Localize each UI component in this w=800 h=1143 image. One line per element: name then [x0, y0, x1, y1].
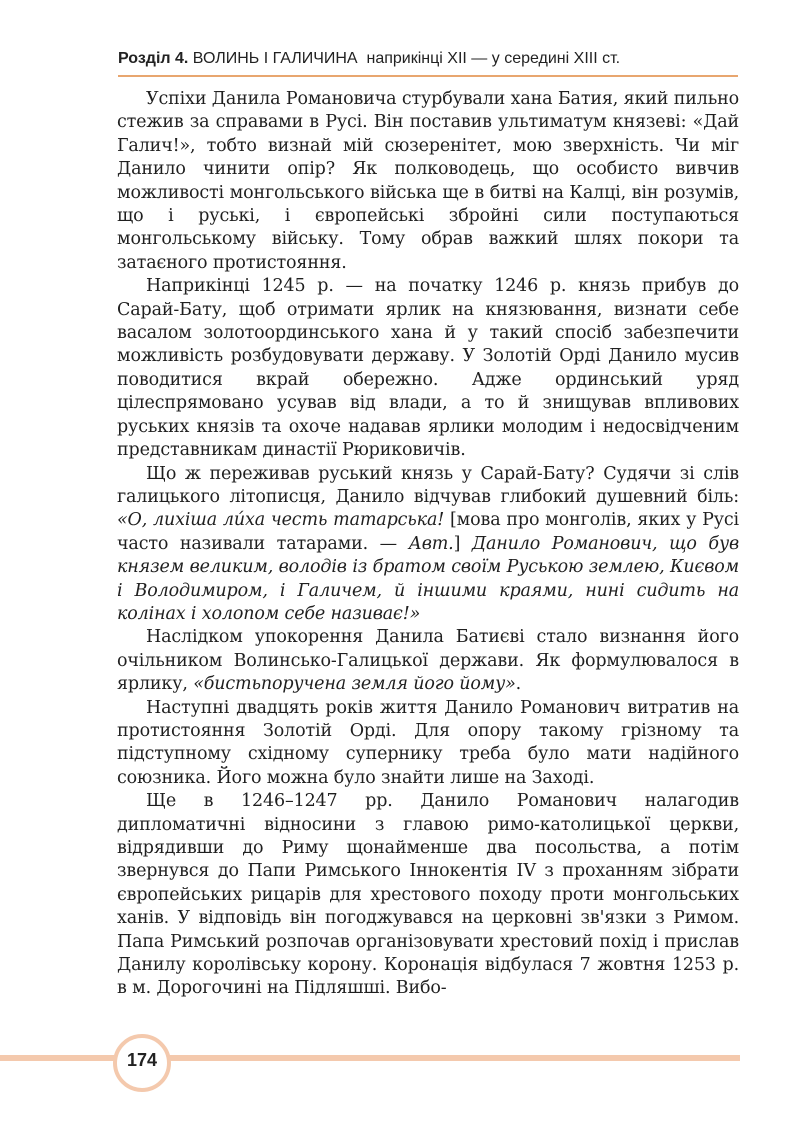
section-title: ВОЛИНЬ І ГАЛИЧИНА [192, 50, 358, 67]
text-run: Наслідком упокорення Данила Батиєві стало визнання його очільником Волинсько-Галицької держави. Як формулювалося в ярлику, [117, 627, 739, 695]
paragraph [117, 88, 739, 275]
italic-quote: Данило Романович, що був князем великим, володів із братом своїм Руською землею, Києвом і Володимиром, і Галичем, й іншими краями, нині сидить на колінах і холопом себе називає!» [117, 533, 739, 624]
section-label: Розділ 4. [118, 50, 189, 67]
text-run: Що ж переживав руський князь у Сарай-Бату? Судячи зі слів галицького літописця, Данило відчував глибокий душевний біль: [117, 463, 739, 507]
text-run: Успіхи Данила Романовича стурбували хана Батия, який пильно стежив за справами в Русі. Він поставив ультиматум князеві: «Дай Галич!», тобто визнай мій сюзеренітет, мою зверхність. Чи міг Данило чинити опір? Як полководець, що особисто вивчив можливості монгольського війська ще в битві на Калці, він розумів, що і руські, і європейські збройні сили поступаються монгольському війську. Тому обрав важкий шлях покори та затаєного протистояння. [117, 89, 739, 273]
paragraph [117, 626, 739, 696]
paragraph [117, 697, 739, 791]
body-text [117, 88, 739, 1001]
italic-quote: Авт. [408, 533, 454, 554]
text-run: Наступні двадцять років життя Данило Романович витратив на протистояння Золотій Орді. Для опору такому грізному та підступному східному супернику треба було мати надійного союзника. Його можна було знайти лише на Заході. [117, 697, 739, 788]
footer-band [0, 1055, 740, 1061]
header-rule [118, 75, 738, 77]
page-number: 174 [126, 1050, 158, 1070]
text-run: ] [453, 533, 472, 554]
paragraph [117, 275, 739, 462]
italic-quote: «бистьпоручена земля його йому» [193, 674, 516, 695]
paragraph [117, 790, 739, 1001]
section-period: наприкінці XII — у середині XIII ст. [366, 50, 621, 67]
italic-quote: «О, лихіша ли́ха честь татарська! [117, 510, 445, 531]
text-run: . [515, 674, 522, 695]
text-run: Ще в 1246–1247 рр. Данило Романович налагодив дипломатичні відносини з главою римо-католицької церкви, відрядивши до Риму щонайменше два посольства, а потім звернувся до Папи Римського Іннокентія IV з проханням зібрати європейських рицарів для хрестового походу проти монгольських ханів. У відповідь він погоджувався на церковні зв'язки з Римом. Папа Римський розпочав організовувати хрестовий похід і прислав Данилу королівську корону. Коронація відбулася 7 жовтня 1253 р. в м. Дорогочині на Підляшші. Вибо- [117, 791, 739, 999]
text-run: Наприкінці 1245 р. — на початку 1246 р. князь прибув до Сарай-Бату, щоб отримати ярлик на князювання, визнати себе васалом золотоординського хана й у такий спосіб забезпечити можливість розбудовувати державу. У Золотій Орді Данило мусив поводитися вкрай обережно. Адже ординський уряд цілеспрямовано усував від влади, а то й знищував впливових руських князів та охоче надавав ярлики молодим і недосвідченим представникам династії Рюриковичів. [117, 276, 739, 461]
text-run: [мова про монголів, яких у Русі часто називали татарами. — [117, 510, 739, 554]
running-header [118, 50, 738, 68]
paragraph [117, 463, 739, 627]
